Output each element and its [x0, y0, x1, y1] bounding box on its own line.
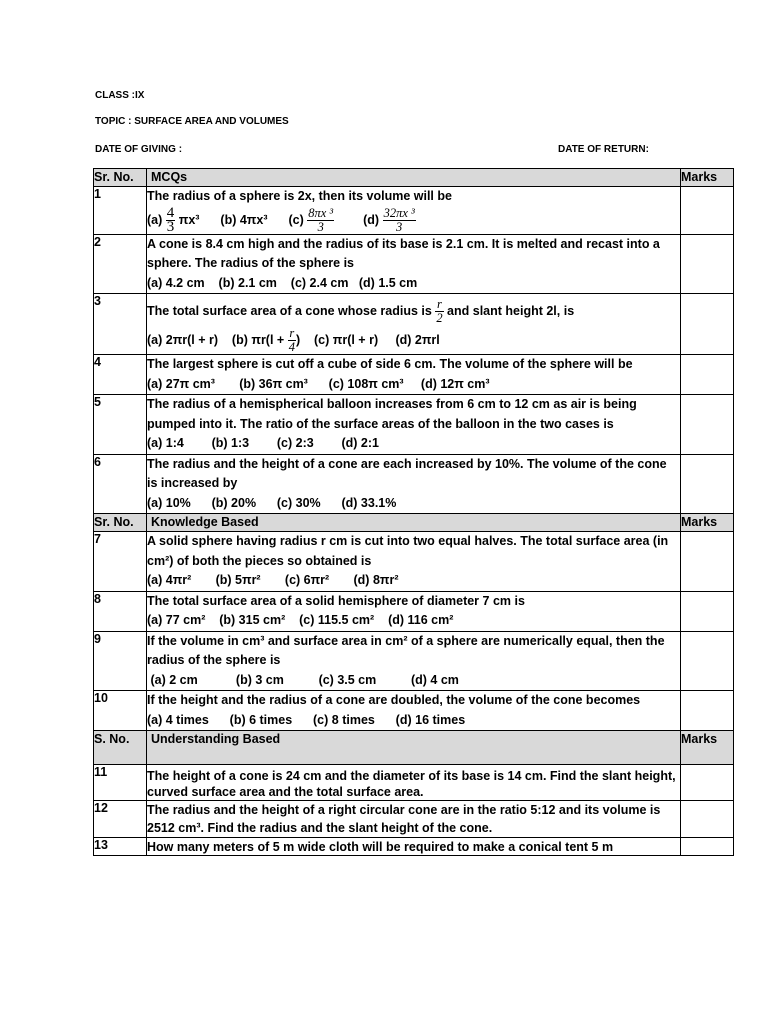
question-text-part: and slant height 2l, is	[447, 304, 575, 318]
sr-no-header: Sr. No.	[94, 169, 147, 187]
option-d-label: (d)	[363, 212, 380, 227]
fraction	[307, 207, 334, 234]
marks-cell	[681, 355, 734, 395]
question-text: The total surface area of a solid hemisphere of diameter 7 cm is	[147, 593, 525, 608]
option-a-label: (a)	[147, 212, 163, 227]
fraction-numerator: r	[289, 326, 295, 341]
marks-cell	[681, 234, 734, 294]
question-options: (a) 2 cm (b) 3 cm (c) 3.5 cm (d) 4 cm	[147, 672, 459, 687]
question-number: 2	[94, 234, 147, 294]
option-c-label: (c)	[288, 212, 304, 227]
marks-cell	[681, 532, 734, 592]
question-text: The height of a cone is 24 cm and the diameter of its base is 14 cm. Find the slant height, curved surface area and the total surface area.	[147, 769, 676, 800]
section-header-mcqs	[94, 169, 734, 187]
question-text: How many meters of 5 m wide cloth will be required to make a conical tent 5 m	[147, 840, 614, 855]
date-of-return-label: DATE OF RETURN:	[558, 144, 649, 155]
question-number: 6	[94, 454, 147, 514]
question-text: The radius and the height of a right circular cone are in the ratio 5:12 and its volume is 2512 cm³. Find the radius and the slant height of the cone.	[147, 803, 661, 836]
question-row	[94, 591, 734, 631]
section-title: MCQs	[147, 169, 681, 187]
fraction-denominator: 4	[288, 340, 295, 355]
question-number: 13	[94, 838, 147, 856]
fraction-numerator: 32πx ³	[383, 205, 415, 220]
question-options: (a) 4 times (b) 6 times (c) 8 times (d) 16 times	[147, 712, 466, 727]
question-text: If the height and the radius of a cone are doubled, the volume of the cone becomes	[147, 693, 641, 708]
option-b: (b) 4πx³	[220, 212, 268, 227]
marks-cell	[681, 691, 734, 731]
fraction	[383, 207, 416, 234]
question-options: (a) 10% (b) 20% (c) 30% (d) 33.1%	[147, 495, 397, 510]
question-text-part: The total surface area of a cone whose radius is	[147, 304, 432, 318]
question-cell	[147, 395, 681, 455]
question-number: 7	[94, 532, 147, 592]
question-text: The radius of a hemispherical balloon increases from 6 cm to 12 cm as air is being pumped into it. The ratio of the surface areas of the balloon in the two cases is	[147, 397, 637, 431]
question-row	[94, 294, 734, 355]
question-cell	[147, 187, 681, 235]
fraction	[435, 298, 443, 325]
question-number: 3	[94, 294, 147, 355]
question-cell	[147, 454, 681, 514]
question-text: The radius of a sphere is 2x, then its volume will be	[147, 189, 452, 203]
question-row	[94, 532, 734, 592]
option-a-rest: πx³	[178, 212, 200, 227]
question-options	[147, 327, 680, 354]
marks-cell	[681, 838, 734, 856]
question-text: A solid sphere having radius r cm is cut into two equal halves. The total surface area (in cm²) of both the pieces so obtained is	[147, 534, 669, 568]
fraction-numerator: 4	[166, 204, 175, 221]
question-text: The radius and the height of a cone are each increased by 10%. The volume of the cone is increased by	[147, 456, 667, 491]
question-row	[94, 801, 734, 838]
topic-label: TOPIC : SURFACE AREA AND VOLUMES	[95, 116, 289, 127]
marks-cell	[681, 765, 734, 801]
question-number: 5	[94, 395, 147, 455]
question-row	[94, 631, 734, 691]
question-options: (a) 77 cm² (b) 315 cm² (c) 115.5 cm² (d) 116 cm²	[147, 613, 454, 628]
marks-cell	[681, 454, 734, 514]
question-row	[94, 234, 734, 294]
fraction-denominator: 3	[317, 219, 324, 234]
question-number: 12	[94, 801, 147, 838]
question-text: The largest sphere is cut off a cube of side 6 cm. The volume of the sphere will be	[147, 357, 633, 372]
question-row	[94, 187, 734, 235]
question-options: (a) 1:4 (b) 1:3 (c) 2:3 (d) 2:1	[147, 436, 379, 451]
fraction-numerator: r	[437, 297, 442, 312]
fraction	[166, 204, 176, 235]
question-options	[147, 204, 680, 235]
fraction-denominator: 3	[396, 219, 403, 234]
question-options: (a) 27π cm³ (b) 36π cm³ (c) 108π cm³ (d) 12π cm³	[147, 376, 490, 391]
marks-cell	[681, 294, 734, 355]
question-number: 4	[94, 355, 147, 395]
section-title: Knowledge Based	[147, 514, 681, 532]
question-number: 1	[94, 187, 147, 235]
marks-cell	[681, 801, 734, 838]
question-cell	[147, 234, 681, 294]
fraction-numerator: 8πx ³	[308, 205, 334, 220]
section-header-knowledge	[94, 514, 734, 532]
question-cell	[147, 294, 681, 355]
marks-header: Marks	[681, 731, 734, 765]
question-number: 10	[94, 691, 147, 731]
marks-cell	[681, 591, 734, 631]
marks-cell	[681, 631, 734, 691]
sr-no-header: Sr. No.	[94, 514, 147, 532]
worksheet-table	[93, 168, 734, 856]
question-cell	[147, 355, 681, 395]
question-cell	[147, 801, 681, 838]
question-text: A cone is 8.4 cm high and the radius of its base is 2.1 cm. It is melted and recast into a sphere. The radius of the sphere is	[147, 236, 660, 270]
question-row	[94, 355, 734, 395]
section-header-understanding	[94, 731, 734, 765]
date-of-giving-label: DATE OF GIVING :	[95, 144, 183, 155]
question-row	[94, 838, 734, 856]
marks-cell	[681, 395, 734, 455]
class-label: CLASS :IX	[95, 90, 145, 101]
question-number: 9	[94, 631, 147, 691]
question-cell	[147, 532, 681, 592]
question-options: (a) 4πr² (b) 5πr² (c) 6πr² (d) 8πr²	[147, 573, 399, 588]
question-row	[94, 395, 734, 455]
marks-header: Marks	[681, 169, 734, 187]
question-number: 8	[94, 591, 147, 631]
question-text	[147, 298, 680, 325]
marks-header: Marks	[681, 514, 734, 532]
question-cell	[147, 838, 681, 856]
marks-cell	[681, 187, 734, 235]
question-options: (a) 4.2 cm (b) 2.1 cm (c) 2.4 cm (d) 1.5 cm	[147, 275, 418, 290]
question-row	[94, 691, 734, 731]
sr-no-header: S. No.	[94, 731, 147, 765]
fraction-denominator: 2	[436, 311, 443, 326]
question-cell	[147, 691, 681, 731]
section-title: Understanding Based	[147, 731, 681, 765]
question-number: 11	[94, 765, 147, 801]
option-text: ) (c) πr(l + r) (d) 2πrl	[295, 333, 440, 347]
fraction-denominator: 3	[166, 218, 175, 235]
question-cell	[147, 631, 681, 691]
question-cell	[147, 591, 681, 631]
option-text: (a) 2πr(l + r) (b) πr(l +	[147, 333, 285, 347]
question-cell	[147, 765, 681, 801]
fraction	[288, 327, 296, 354]
question-row	[94, 765, 734, 801]
question-row	[94, 454, 734, 514]
question-text: If the volume in cm³ and surface area in cm² of a sphere are numerically equal, then the radius of the sphere is	[147, 633, 665, 668]
